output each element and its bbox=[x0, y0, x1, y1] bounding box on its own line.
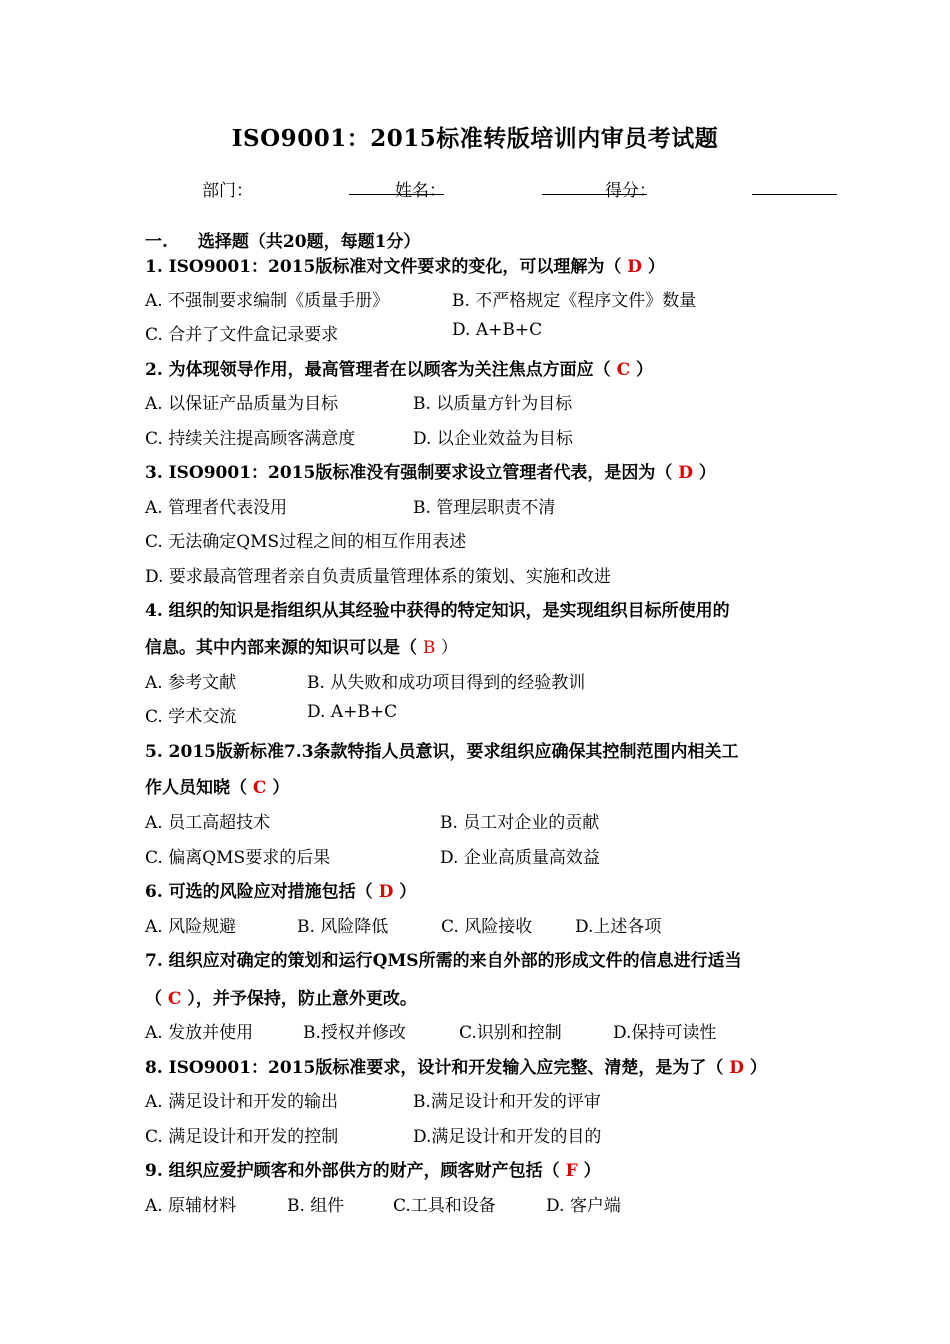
question-8 bbox=[145, 1053, 767, 1078]
option-a: A. 管理者代表没用 bbox=[145, 498, 288, 518]
section-heading bbox=[145, 227, 420, 252]
option-c: C. 持续关注提高顾客满意度 bbox=[145, 429, 356, 449]
question-text: 5. 2015版新标准7.3条款特指人员意识，要求组织应确保其控制范围内相关工 bbox=[145, 742, 739, 762]
question-6 bbox=[145, 877, 416, 902]
option-d: D. 客户端 bbox=[546, 1196, 621, 1216]
question-tail: ） bbox=[744, 1058, 767, 1078]
question-text: 信息。其中内部来源的知识可以是（ bbox=[145, 638, 423, 658]
question-7 bbox=[145, 946, 742, 971]
question-tail: ） bbox=[630, 360, 654, 380]
option-b: B.满足设计和开发的评审 bbox=[413, 1092, 601, 1112]
option-b: B. 组件 bbox=[287, 1196, 345, 1216]
question-9 bbox=[145, 1156, 601, 1181]
answer-mark: C bbox=[252, 778, 267, 798]
option-a: A. 参考文献 bbox=[145, 673, 237, 693]
option-d: D. A+B+C bbox=[307, 702, 398, 722]
question-1 bbox=[145, 252, 665, 277]
name-label: 姓名： bbox=[395, 181, 446, 201]
question-text: 2. 为体现领导作用，最高管理者在以顾客为关注焦点方面应（ bbox=[145, 360, 617, 380]
answer-mark: C bbox=[616, 360, 631, 380]
option-a: A. 原辅材料 bbox=[145, 1196, 237, 1216]
question-tail: ） bbox=[435, 638, 458, 658]
question-text: 作人员知晓（ bbox=[145, 778, 253, 798]
question-tail: ） bbox=[693, 463, 716, 483]
option-a: A. 满足设计和开发的输出 bbox=[145, 1092, 339, 1112]
option-c: C. 风险接收 bbox=[441, 917, 533, 937]
question-2 bbox=[145, 355, 653, 380]
question-tail: ） bbox=[393, 882, 417, 902]
score-field bbox=[605, 176, 656, 201]
answer-mark: D bbox=[678, 463, 693, 483]
name-field bbox=[395, 176, 446, 201]
option-d: D. A+B+C bbox=[452, 320, 543, 340]
question-5 bbox=[145, 737, 739, 762]
question-text: （ bbox=[145, 989, 168, 1009]
option-c: C. 满足设计和开发的控制 bbox=[145, 1127, 339, 1147]
question-tail: ） bbox=[266, 778, 290, 798]
question-text: 1. ISO9001：2015版标准对文件要求的变化，可以理解为（ bbox=[145, 257, 628, 277]
question-3 bbox=[145, 458, 716, 483]
option-b: B. 不严格规定《程序文件》数量 bbox=[452, 291, 697, 311]
option-d: D. 企业高质量高效益 bbox=[440, 848, 600, 868]
question-text: 9. 组织应爱护顾客和外部供方的财产，顾客财产包括（ bbox=[145, 1161, 566, 1181]
option-c: C. 无法确定QMS过程之间的相互作用表述 bbox=[145, 532, 467, 552]
option-d: D. 以企业效益为目标 bbox=[413, 429, 573, 449]
option-d: D. 要求最高管理者亲自负责质量管理体系的策划、实施和改进 bbox=[145, 567, 611, 587]
question-5-cont bbox=[145, 773, 289, 798]
option-b: B. 以质量方针为目标 bbox=[413, 394, 573, 414]
option-c: C. 学术交流 bbox=[145, 707, 237, 727]
section-title: 选择题（共20题，每题1分） bbox=[197, 232, 421, 252]
question-tail: ） bbox=[577, 1161, 601, 1181]
option-c: C.识别和控制 bbox=[459, 1023, 562, 1043]
option-b: B. 管理层职责不清 bbox=[413, 498, 556, 518]
question-text: 6. 可选的风险应对措施包括（ bbox=[145, 882, 379, 902]
option-d: D.满足设计和开发的目的 bbox=[413, 1127, 602, 1147]
question-4 bbox=[145, 596, 730, 621]
answer-mark: D bbox=[729, 1058, 744, 1078]
page-title: ISO9001：2015标准转版培训内审员考试题 bbox=[231, 125, 719, 152]
answer-mark: B bbox=[422, 638, 436, 658]
score-blank[interactable] bbox=[752, 176, 837, 195]
option-a: A. 不强制要求编制《质量手册》 bbox=[145, 291, 390, 311]
option-b: B. 从失败和成功项目得到的经验教训 bbox=[307, 673, 586, 693]
option-b: B. 风险降低 bbox=[297, 917, 389, 937]
score-label: 得分： bbox=[605, 181, 656, 201]
answer-mark: C bbox=[167, 989, 182, 1009]
answer-mark: D bbox=[627, 257, 642, 277]
option-d: D.上述各项 bbox=[575, 917, 662, 937]
option-c: C. 合并了文件盒记录要求 bbox=[145, 325, 339, 345]
option-c: C.工具和设备 bbox=[393, 1196, 496, 1216]
question-7-cont bbox=[145, 984, 417, 1009]
question-text: 4. 组织的知识是指组织从其经验中获得的特定知识，是实现组织目标所使用的 bbox=[145, 601, 730, 621]
answer-mark: F bbox=[565, 1161, 578, 1181]
option-a: A. 以保证产品质量为目标 bbox=[145, 394, 339, 414]
section-number: 一. bbox=[145, 232, 168, 252]
question-4-cont bbox=[145, 633, 458, 658]
question-text: 7. 组织应对确定的策划和运行QMS所需的来自外部的形成文件的信息进行适当 bbox=[145, 951, 742, 971]
dept-label: 部门： bbox=[202, 181, 253, 201]
answer-mark: D bbox=[378, 882, 394, 902]
option-b: B.授权并修改 bbox=[303, 1023, 406, 1043]
question-tail: ） bbox=[642, 257, 665, 277]
question-tail: ），并予保持，防止意外更改。 bbox=[181, 989, 417, 1009]
option-a: A. 风险规避 bbox=[145, 917, 237, 937]
option-c: C. 偏离QMS要求的后果 bbox=[145, 848, 331, 868]
dept-field bbox=[202, 176, 253, 201]
question-text: 3. ISO9001：2015版标准没有强制要求设立管理者代表，是因为（ bbox=[145, 463, 679, 483]
option-a: A. 员工高超技术 bbox=[145, 813, 271, 833]
question-text: 8. ISO9001：2015版标准要求，设计和开发输入应完整、清楚，是为了（ bbox=[145, 1058, 730, 1078]
option-b: B. 员工对企业的贡献 bbox=[440, 813, 600, 833]
option-d: D.保持可读性 bbox=[613, 1023, 717, 1043]
option-a: A. 发放并使用 bbox=[145, 1023, 254, 1043]
